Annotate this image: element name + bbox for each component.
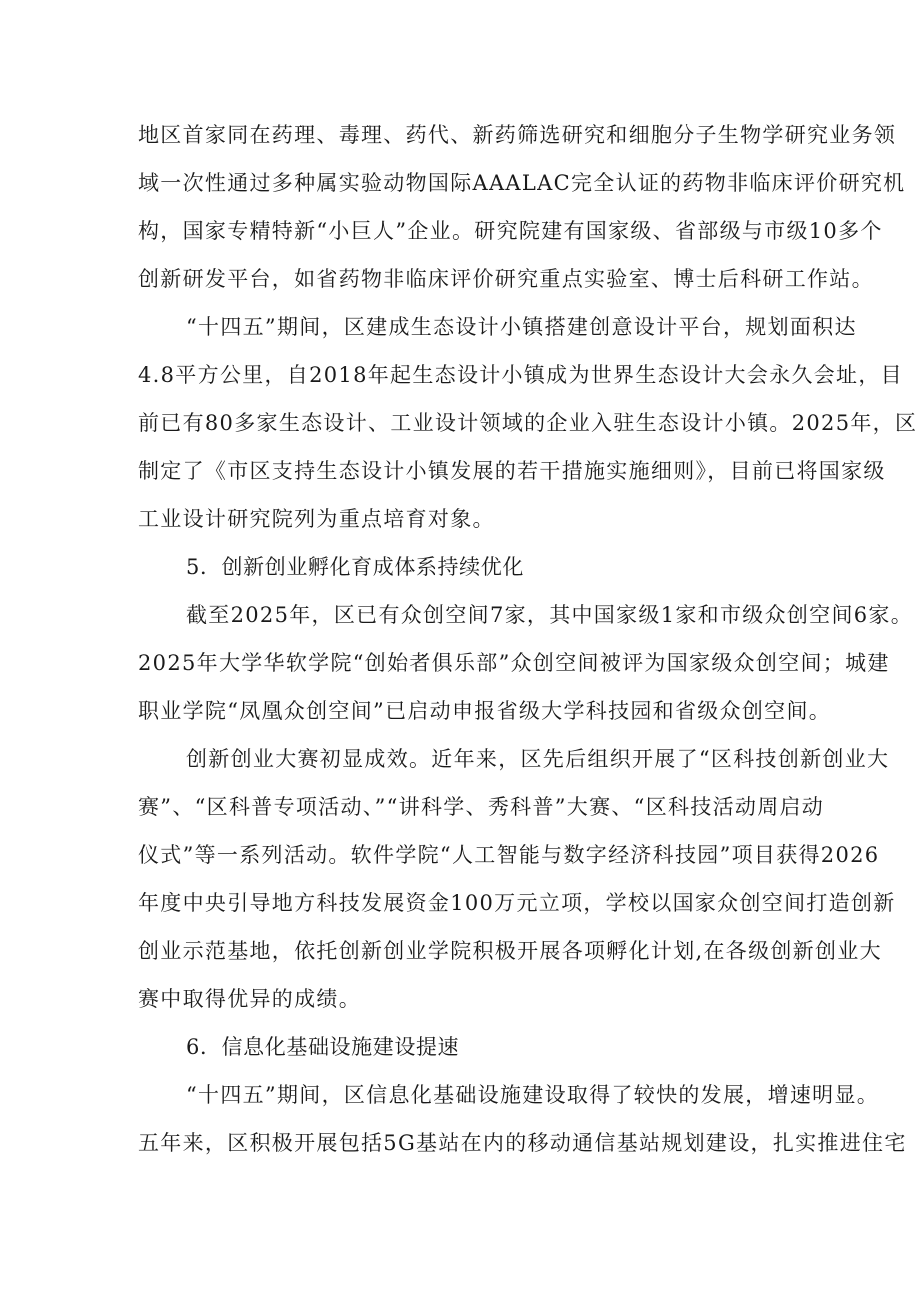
- body-text-line: 年度中央引导地方科技发展资金100万元立项，学校以国家众创空间打造创新: [138, 891, 896, 915]
- body-text-line: 2025年大学华软学院“创始者俱乐部”众创空间被评为国家级众创空间；城建: [138, 651, 890, 675]
- body-text-line: 职业学院“凤凰众创空间”已启动申报省级大学科技园和省级众创空间。: [138, 699, 832, 723]
- body-text-line: 域一次性通过多种属实验动物国际AAALAC完全认证的药物非临床评价研究机: [138, 171, 906, 195]
- body-text-line: 工业设计研究院列为重点培育对象。: [138, 507, 495, 531]
- body-text-line: 制定了《市区支持生态设计小镇发展的若干措施实施细则》，目前已将国家级: [138, 459, 886, 483]
- body-text-line: 构，国家专精特新“小巨人”企业。研究院建有国家级、省部级与市级10多个: [138, 219, 883, 243]
- body-text-line: 赛中取得优异的成绩。: [138, 987, 361, 1011]
- body-text-line: 仪式”等一系列活动。软件学院“人工智能与数字经济科技园”项目获得2026: [138, 843, 880, 867]
- body-text-line: 五年来，区积极开展包括5G基站在内的移动通信基站规划建设，扎实推进住宅: [138, 1131, 907, 1155]
- body-text-line: 创业示范基地，依托创新创业学院积极开展各项孵化计划,在各级创新创业大: [138, 939, 882, 963]
- section-heading: 6．信息化基础设施建设提速: [186, 1035, 460, 1059]
- body-text-line: 创新研发平台，如省药物非临床评价研究重点实验室、博士后科研工作站。: [138, 267, 874, 291]
- body-text-line: 4.8平方公里，自2018年起生态设计小镇成为世界生态设计大会永久会址，目: [138, 363, 903, 387]
- paragraph-start-line: “十四五”期间，区信息化基础设施建设取得了较快的发展，增速明显。: [186, 1083, 880, 1107]
- body-text-line: 地区首家同在药理、毒理、药代、新药筛选研究和细胞分子生物学研究业务领: [138, 123, 897, 147]
- section-heading: 5．创新创业孵化育成体系持续优化: [186, 555, 524, 579]
- paragraph-start-line: 截至2025年，区已有众创空间7家，其中国家级1家和市级众创空间6家。: [186, 603, 914, 627]
- body-text-line: 赛”、“区科普专项活动、”“讲科学、秀科普”大赛、“区科技活动周启动: [138, 795, 825, 819]
- paragraph-start-line: 创新创业大赛初显成效。近年来，区先后组织开展了“区科技创新创业大: [186, 747, 890, 771]
- body-text-line: 前已有80多家生态设计、工业设计领域的企业入驻生态设计小镇。2025年，区: [138, 411, 918, 435]
- paragraph-start-line: “十四五”期间，区建成生态设计小镇搭建创意设计平台，规划面积达: [186, 315, 857, 339]
